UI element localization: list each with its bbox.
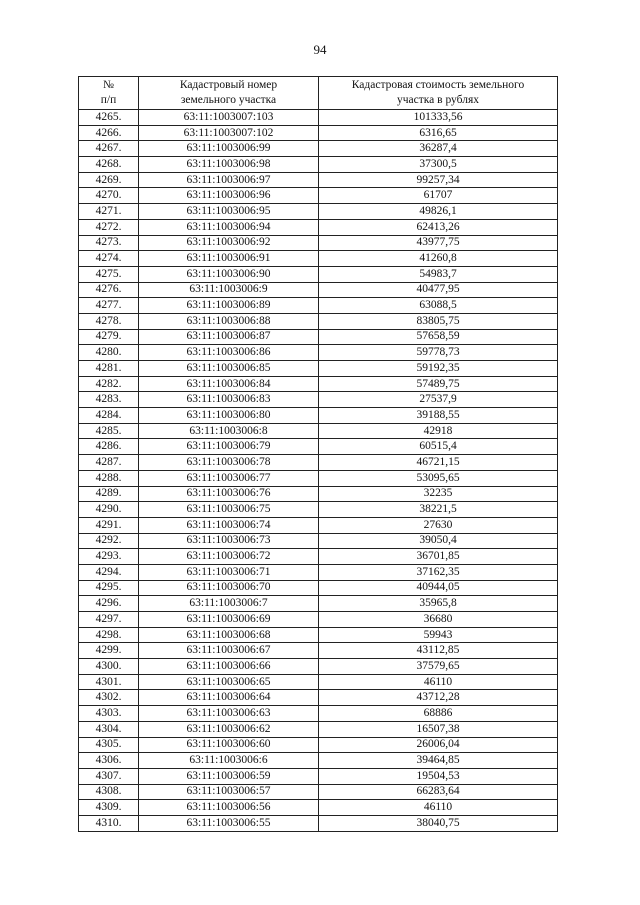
row-number-cell: 4277.	[79, 298, 139, 314]
row-number-cell: 4273.	[79, 235, 139, 251]
table-row	[79, 784, 558, 800]
header-line: п/п	[100, 94, 117, 106]
cadastral-number-cell: 63:11:1003006:88	[139, 313, 319, 329]
cadastral-number-cell: 63:11:1003007:102	[139, 125, 319, 141]
header-line: №	[103, 79, 114, 91]
cadastral-number-cell: 63:11:1003006:60	[139, 737, 319, 753]
table-row	[79, 157, 558, 173]
table-header-row	[79, 77, 558, 110]
table-row	[79, 643, 558, 659]
table-row	[79, 251, 558, 267]
table-row	[79, 721, 558, 737]
table-row	[79, 392, 558, 408]
table-row	[79, 423, 558, 439]
table-row	[79, 455, 558, 471]
row-number-cell: 4280.	[79, 345, 139, 361]
row-number-cell: 4286.	[79, 439, 139, 455]
row-number-cell: 4305.	[79, 737, 139, 753]
row-number-cell: 4285.	[79, 423, 139, 439]
cadastral-number-cell: 63:11:1003006:73	[139, 533, 319, 549]
cadastral-number-cell: 63:11:1003006:65	[139, 674, 319, 690]
cadastral-value-cell: 19504,53	[319, 768, 558, 784]
table-row	[79, 282, 558, 298]
table-row	[79, 690, 558, 706]
table-row	[79, 549, 558, 565]
row-number-cell: 4274.	[79, 251, 139, 267]
cadastral-number-cell: 63:11:1003006:9	[139, 282, 319, 298]
row-number-cell: 4300.	[79, 659, 139, 675]
cadastral-value-cell: 36287,4	[319, 141, 558, 157]
row-number-cell: 4275.	[79, 266, 139, 282]
row-number-cell: 4310.	[79, 815, 139, 831]
table-row	[79, 800, 558, 816]
cadastral-number-cell: 63:11:1003006:67	[139, 643, 319, 659]
cadastral-number-cell: 63:11:1003006:87	[139, 329, 319, 345]
cadastral-number-cell: 63:11:1003007:103	[139, 110, 319, 126]
row-number-cell: 4268.	[79, 157, 139, 173]
row-number-cell: 4307.	[79, 768, 139, 784]
row-number-cell: 4284.	[79, 408, 139, 424]
cadastral-value-cell: 99257,34	[319, 172, 558, 188]
table-row	[79, 815, 558, 831]
cadastral-value-cell: 32235	[319, 486, 558, 502]
cadastral-number-cell: 63:11:1003006:98	[139, 157, 319, 173]
cadastral-value-cell: 43977,75	[319, 235, 558, 251]
table-row	[79, 753, 558, 769]
cadastral-number-cell: 63:11:1003006:75	[139, 502, 319, 518]
cadastral-value-cell: 39464,85	[319, 753, 558, 769]
cadastral-value-cell: 6316,65	[319, 125, 558, 141]
cadastral-value-cell: 46721,15	[319, 455, 558, 471]
table-row	[79, 188, 558, 204]
cadastral-value-cell: 46110	[319, 800, 558, 816]
cadastral-number-cell: 63:11:1003006:94	[139, 219, 319, 235]
cadastral-value-cell: 42918	[319, 423, 558, 439]
cadastral-number-cell: 63:11:1003006:57	[139, 784, 319, 800]
cadastral-value-cell: 46110	[319, 674, 558, 690]
table-row	[79, 439, 558, 455]
row-number-cell: 4271.	[79, 204, 139, 220]
row-number-cell: 4266.	[79, 125, 139, 141]
table-row	[79, 376, 558, 392]
cadastral-number-cell: 63:11:1003006:85	[139, 361, 319, 377]
table-row	[79, 768, 558, 784]
cadastral-number-cell: 63:11:1003006:64	[139, 690, 319, 706]
cadastral-number-cell: 63:11:1003006:99	[139, 141, 319, 157]
row-number-cell: 4299.	[79, 643, 139, 659]
table-row	[79, 172, 558, 188]
cadastral-number-cell: 63:11:1003006:8	[139, 423, 319, 439]
row-number-cell: 4283.	[79, 392, 139, 408]
row-number-cell: 4296.	[79, 596, 139, 612]
row-number-cell: 4292.	[79, 533, 139, 549]
cadastral-value-cell: 62413,26	[319, 219, 558, 235]
table-row	[79, 612, 558, 628]
header-cadastral-value	[319, 77, 558, 110]
table-row	[79, 361, 558, 377]
cadastral-value-cell: 57489,75	[319, 376, 558, 392]
cadastral-number-cell: 63:11:1003006:77	[139, 470, 319, 486]
cadastral-number-cell: 63:11:1003006:6	[139, 753, 319, 769]
table-row	[79, 235, 558, 251]
table-row	[79, 110, 558, 126]
cadastral-value-cell: 27630	[319, 517, 558, 533]
row-number-cell: 4281.	[79, 361, 139, 377]
cadastral-number-cell: 63:11:1003006:74	[139, 517, 319, 533]
row-number-cell: 4301.	[79, 674, 139, 690]
row-number-cell: 4267.	[79, 141, 139, 157]
page-number: 94	[313, 42, 327, 57]
row-number-cell: 4293.	[79, 549, 139, 565]
row-number-cell: 4290.	[79, 502, 139, 518]
row-number-cell: 4298.	[79, 627, 139, 643]
cadastral-value-cell: 54983,7	[319, 266, 558, 282]
cadastral-number-cell: 63:11:1003006:62	[139, 721, 319, 737]
row-number-cell: 4309.	[79, 800, 139, 816]
cadastral-value-cell: 83805,75	[319, 313, 558, 329]
table-row	[79, 408, 558, 424]
table-row	[79, 219, 558, 235]
table-row	[79, 204, 558, 220]
row-number-cell: 4303.	[79, 706, 139, 722]
cadastral-value-cell: 16507,38	[319, 721, 558, 737]
cadastral-value-cell: 38221,5	[319, 502, 558, 518]
cadastral-number-cell: 63:11:1003006:68	[139, 627, 319, 643]
cadastral-value-cell: 26006,04	[319, 737, 558, 753]
cadastral-value-cell: 41260,8	[319, 251, 558, 267]
cadastral-value-cell: 40477,95	[319, 282, 558, 298]
table-row	[79, 674, 558, 690]
cadastral-value-cell: 27537,9	[319, 392, 558, 408]
table-row	[79, 564, 558, 580]
cadastral-number-cell: 63:11:1003006:72	[139, 549, 319, 565]
cadastral-value-cell: 36701,85	[319, 549, 558, 565]
header-line: земельного участка	[180, 94, 277, 106]
cadastral-value-cell: 43112,85	[319, 643, 558, 659]
cadastral-number-cell: 63:11:1003006:76	[139, 486, 319, 502]
row-number-cell: 4295.	[79, 580, 139, 596]
cadastral-value-cell: 49826,1	[319, 204, 558, 220]
cadastral-value-cell: 59192,35	[319, 361, 558, 377]
table-row	[79, 141, 558, 157]
cadastral-value-cell: 61707	[319, 188, 558, 204]
table-row	[79, 502, 558, 518]
row-number-cell: 4287.	[79, 455, 139, 471]
cadastral-number-cell: 63:11:1003006:96	[139, 188, 319, 204]
table-row	[79, 486, 558, 502]
cadastral-number-cell: 63:11:1003006:83	[139, 392, 319, 408]
cadastral-value-cell: 35965,8	[319, 596, 558, 612]
cadastral-number-cell: 63:11:1003006:97	[139, 172, 319, 188]
row-number-cell: 4308.	[79, 784, 139, 800]
cadastral-number-cell: 63:11:1003006:79	[139, 439, 319, 455]
cadastral-value-cell: 68886	[319, 706, 558, 722]
cadastral-value-cell: 39188,55	[319, 408, 558, 424]
cadastral-number-cell: 63:11:1003006:66	[139, 659, 319, 675]
cadastral-value-cell: 53095,65	[319, 470, 558, 486]
row-number-cell: 4294.	[79, 564, 139, 580]
cadastral-number-cell: 63:11:1003006:90	[139, 266, 319, 282]
cadastral-number-cell: 63:11:1003006:71	[139, 564, 319, 580]
table-row	[79, 125, 558, 141]
cadastral-number-cell: 63:11:1003006:78	[139, 455, 319, 471]
cadastral-value-cell: 37300,5	[319, 157, 558, 173]
header-row-number	[79, 77, 139, 110]
table-row	[79, 298, 558, 314]
cadastral-number-cell: 63:11:1003006:95	[139, 204, 319, 220]
table-row	[79, 329, 558, 345]
row-number-cell: 4265.	[79, 110, 139, 126]
row-number-cell: 4304.	[79, 721, 139, 737]
cadastral-value-cell: 59943	[319, 627, 558, 643]
cadastral-number-cell: 63:11:1003006:69	[139, 612, 319, 628]
header-line: Кадастровая стоимость земельного	[351, 79, 525, 91]
cadastral-number-cell: 63:11:1003006:59	[139, 768, 319, 784]
cadastral-value-table	[78, 76, 558, 832]
table-row	[79, 659, 558, 675]
row-number-cell: 4302.	[79, 690, 139, 706]
table-row	[79, 533, 558, 549]
row-number-cell: 4297.	[79, 612, 139, 628]
cadastral-number-cell: 63:11:1003006:89	[139, 298, 319, 314]
table-body	[79, 110, 558, 832]
cadastral-value-cell: 40944,05	[319, 580, 558, 596]
table-row	[79, 596, 558, 612]
cadastral-number-cell: 63:11:1003006:7	[139, 596, 319, 612]
cadastral-number-cell: 63:11:1003006:86	[139, 345, 319, 361]
cadastral-number-cell: 63:11:1003006:63	[139, 706, 319, 722]
cadastral-value-cell: 57658,59	[319, 329, 558, 345]
cadastral-value-cell: 101333,56	[319, 110, 558, 126]
cadastral-value-cell: 37162,35	[319, 564, 558, 580]
cadastral-number-cell: 63:11:1003006:91	[139, 251, 319, 267]
row-number-cell: 4269.	[79, 172, 139, 188]
cadastral-value-cell: 38040,75	[319, 815, 558, 831]
header-cadastral-number	[139, 77, 319, 110]
row-number-cell: 4282.	[79, 376, 139, 392]
cadastral-value-cell: 37579,65	[319, 659, 558, 675]
table-row	[79, 313, 558, 329]
row-number-cell: 4270.	[79, 188, 139, 204]
table-row	[79, 345, 558, 361]
row-number-cell: 4279.	[79, 329, 139, 345]
cadastral-value-cell: 43712,28	[319, 690, 558, 706]
cadastral-value-cell: 36680	[319, 612, 558, 628]
table-row	[79, 266, 558, 282]
cadastral-number-cell: 63:11:1003006:55	[139, 815, 319, 831]
row-number-cell: 4306.	[79, 753, 139, 769]
table-row	[79, 737, 558, 753]
table-row	[79, 470, 558, 486]
table-row	[79, 706, 558, 722]
cadastral-number-cell: 63:11:1003006:70	[139, 580, 319, 596]
row-number-cell: 4276.	[79, 282, 139, 298]
cadastral-value-cell: 59778,73	[319, 345, 558, 361]
row-number-cell: 4289.	[79, 486, 139, 502]
table-row	[79, 580, 558, 596]
cadastral-number-cell: 63:11:1003006:92	[139, 235, 319, 251]
row-number-cell: 4272.	[79, 219, 139, 235]
cadastral-number-cell: 63:11:1003006:80	[139, 408, 319, 424]
cadastral-value-cell: 60515,4	[319, 439, 558, 455]
row-number-cell: 4291.	[79, 517, 139, 533]
header-line: участка в рублях	[396, 94, 479, 106]
cadastral-value-cell: 39050,4	[319, 533, 558, 549]
cadastral-number-cell: 63:11:1003006:84	[139, 376, 319, 392]
table-row	[79, 627, 558, 643]
cadastral-number-cell: 63:11:1003006:56	[139, 800, 319, 816]
header-line: Кадастровый номер	[179, 79, 278, 91]
row-number-cell: 4278.	[79, 313, 139, 329]
cadastral-value-cell: 66283,64	[319, 784, 558, 800]
row-number-cell: 4288.	[79, 470, 139, 486]
table-row	[79, 517, 558, 533]
cadastral-value-cell: 63088,5	[319, 298, 558, 314]
